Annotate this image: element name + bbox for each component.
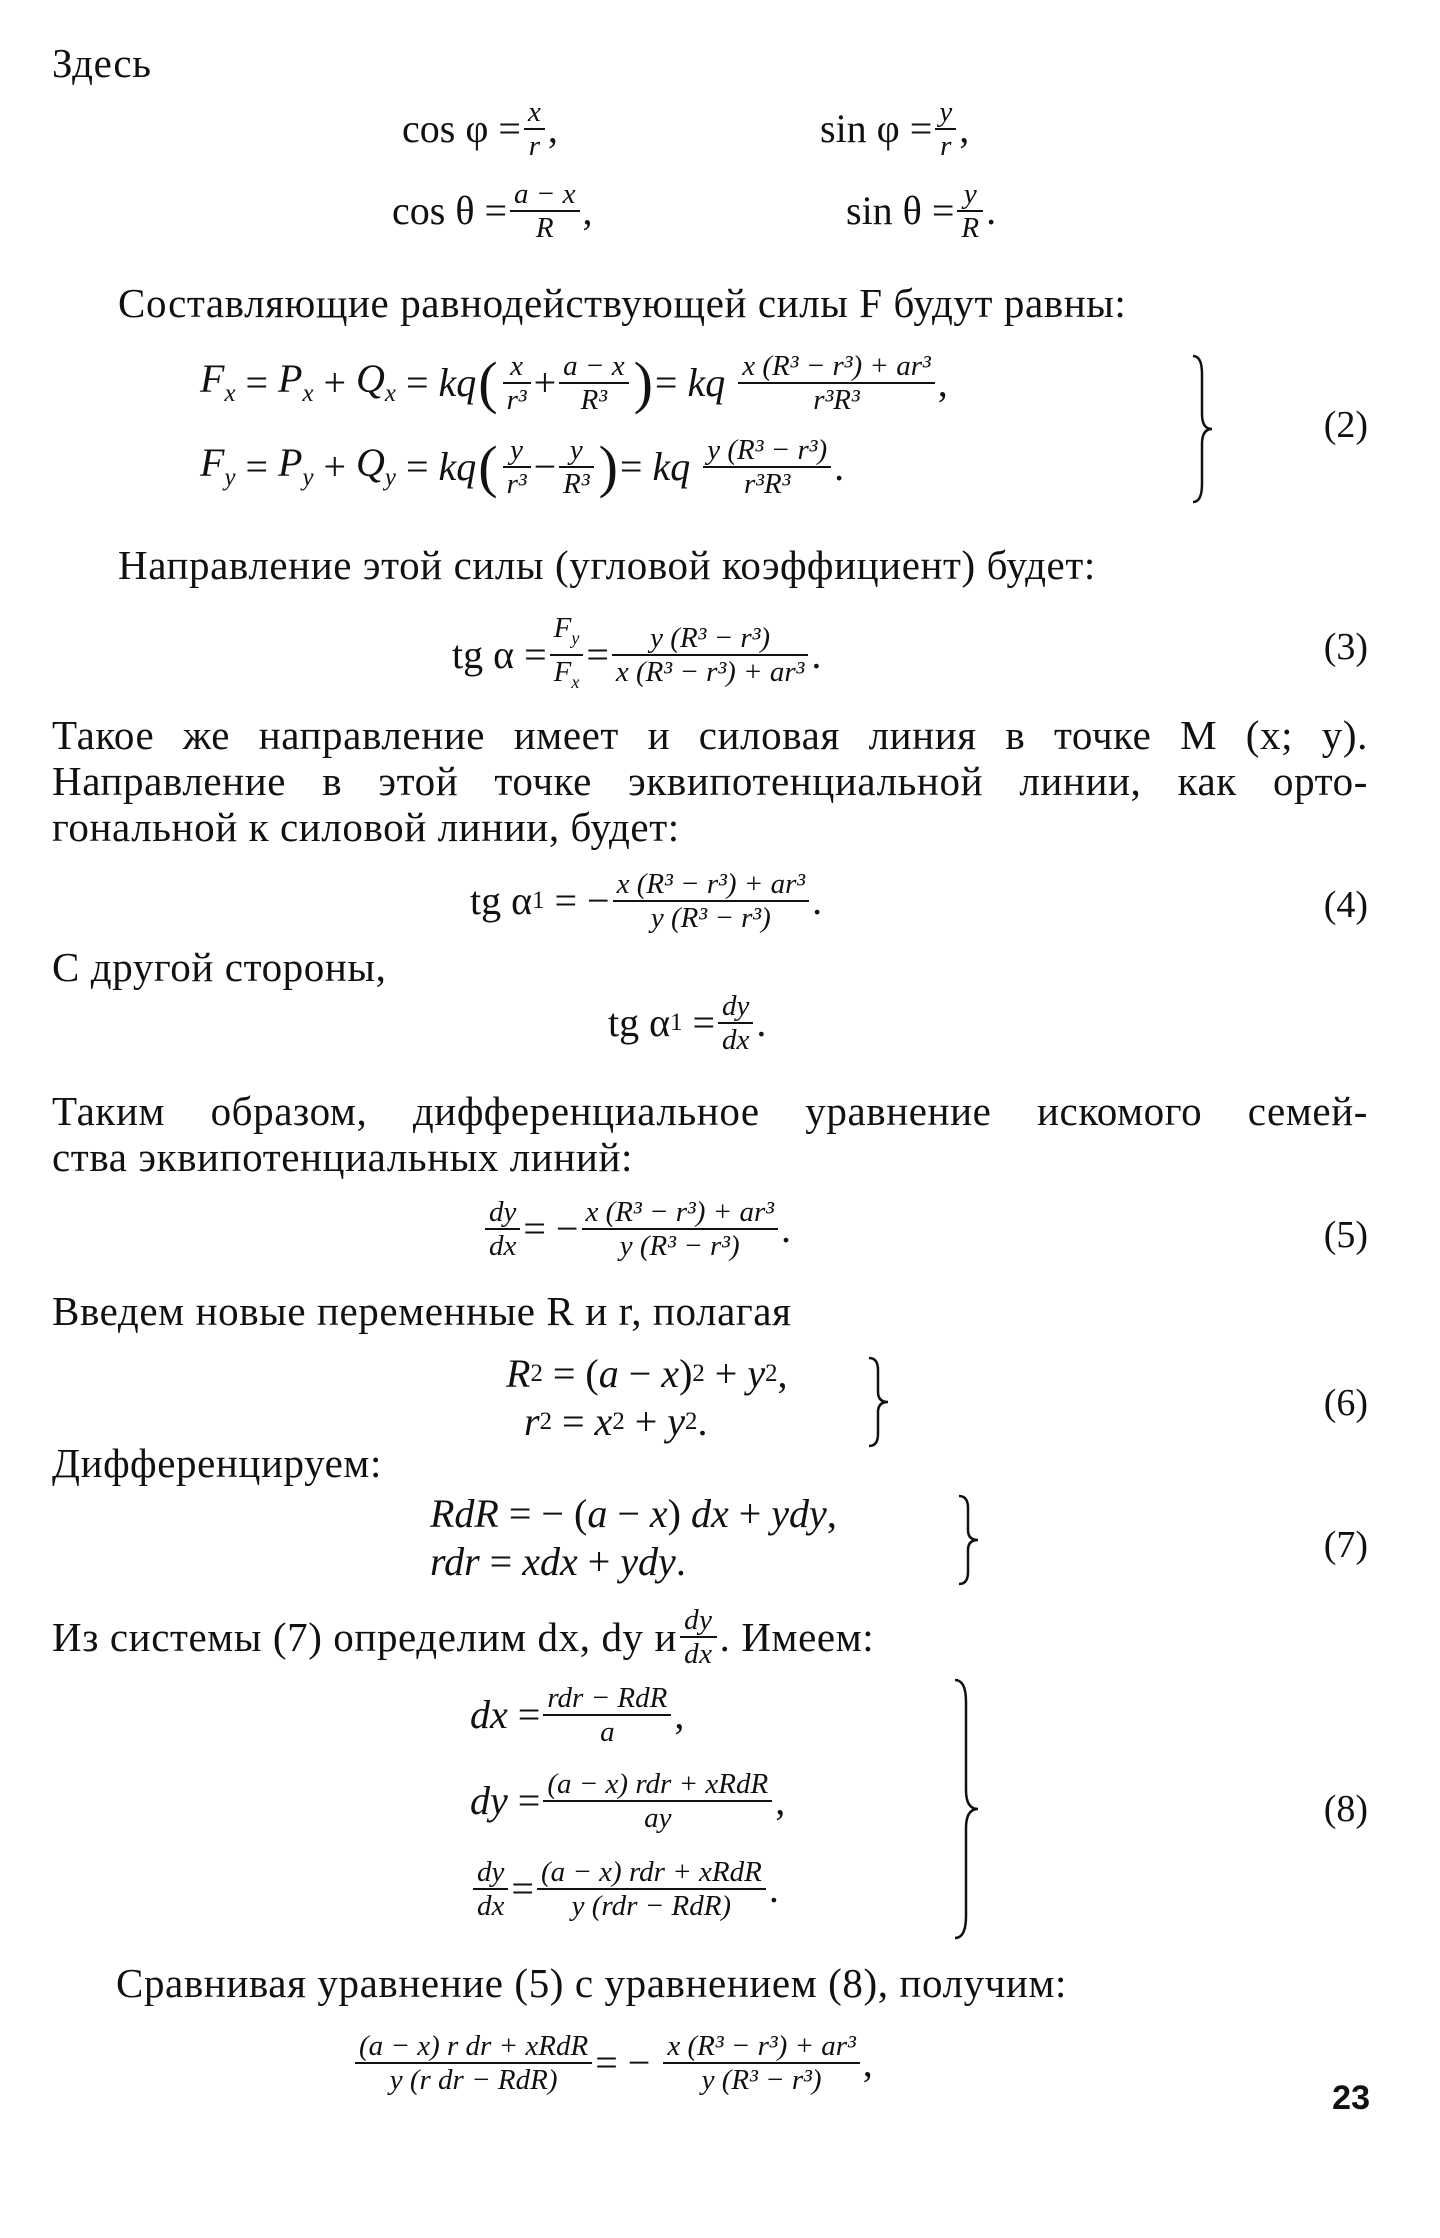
formula-fx: $F_x$ = $P_x$ + $Q_x$ = kq ( x r³ + a − x R³ ) = kq x (R³ − r³) + ar³ r³R³ , [200, 350, 948, 416]
equation-number: (7) [1323, 1524, 1368, 1566]
formula-r-big-squared: R 2 = ( a − x ) 2 + y 2 , [506, 1351, 788, 1396]
formula-dy: dy = (a − x) rdr + xRdR ay , [470, 1768, 786, 1834]
formula-dydx-8: dy dx = (a − x) rdr + xRdR y (rdr − RdR) . [470, 1856, 779, 1922]
formula-tg-alpha: tg α = $F_y$ $F_x$ = y (R³ − r³) x (R³ − r³) + ar³ . [452, 612, 822, 692]
system-brace-7 [956, 1494, 980, 1586]
paragraph-direction: Направление этой силы (угловой коэффициент) будет: [118, 542, 1096, 588]
equation-number: (5) [1323, 1214, 1368, 1256]
formula-sin-theta: sin θ = y R . [846, 178, 997, 244]
paragraph-intro: Введем новые переменные R и r, полагая [52, 1288, 792, 1334]
formula-rdr-small: rdr = xdx + ydy . [430, 1539, 686, 1584]
equation-number: (6) [1323, 1382, 1368, 1424]
paragraph-thus [52, 1088, 1368, 1180]
paragraph-line: гональной к силовой линии, будет: [52, 804, 680, 850]
paragraph-line: Направление в этой точке эквипотенциальной линии, как орто- [52, 758, 1368, 804]
formula-r-small-squared: r 2 = x 2 + y 2 . [524, 1399, 708, 1444]
system-brace-2 [1190, 354, 1214, 504]
system-brace-8 [952, 1678, 980, 1940]
heading-here: Здесь [52, 40, 152, 86]
system-brace-6 [866, 1356, 890, 1448]
formula-final: (a − x) r dr + xRdR y (r dr − RdR) = − x (R³ − r³) + ar³ y (R³ − r³) , [352, 2030, 873, 2096]
formula-dx: dx = rdr − RdR a , [470, 1682, 685, 1748]
formula-cos-phi: cos φ = x r , [402, 96, 558, 162]
equation-number: (3) [1323, 626, 1368, 668]
paragraph-from-system [52, 1604, 874, 1670]
paragraph-differentiate: Дифференцируем: [52, 1440, 382, 1486]
fraction-dydx: dy dx [680, 1604, 717, 1670]
paragraph-from-system-text: Из системы (7) определим dx, dy и [52, 1614, 678, 1660]
paragraph-line: ства эквипотенциальных линий: [52, 1134, 634, 1180]
paragraph-components: Составляющие равнодействующей силы F будут равны: [118, 280, 1127, 326]
paragraph-line: Таким образом, дифференциальное уравнение искомого семей- [52, 1088, 1368, 1134]
formula-dydx: dy dx = − x (R³ − r³) + ar³ y (R³ − r³) . [482, 1196, 791, 1262]
equation-number: (8) [1323, 1788, 1368, 1830]
formula-fy: $F_y$ = $P_y$ + $Q_y$ = kq ( y r³ − y R³ ) = kq y (R³ − r³) r³R³ . [200, 434, 845, 500]
equation-number: (4) [1323, 884, 1368, 926]
paragraph-same-direction [52, 712, 1368, 850]
formula-tg-alpha1-dydx: tg α 1 = dy dx . [608, 990, 767, 1056]
formula-cos-theta: cos θ = a − x R , [392, 178, 593, 244]
paragraph-other-side: С другой стороны, [52, 944, 387, 990]
paragraph-line: Такое же направление имеет и силовая линия в точке M (x; y). [52, 712, 1368, 758]
formula-sin-phi: sin φ = y r , [820, 96, 970, 162]
equation-number: (2) [1323, 404, 1368, 446]
page-number: 23 [1332, 2079, 1370, 2117]
paragraph-from-system-end: . Имеем: [719, 1614, 875, 1660]
formula-tg-alpha1: tg α 1 = − x (R³ − r³) + ar³ y (R³ − r³) . [470, 868, 823, 934]
formula-rdr-big: RdR = − ( a − x ) dx + ydy , [430, 1491, 837, 1536]
paragraph-compare: Сравнивая уравнение (5) с уравнением (8), получим: [116, 1960, 1067, 2006]
